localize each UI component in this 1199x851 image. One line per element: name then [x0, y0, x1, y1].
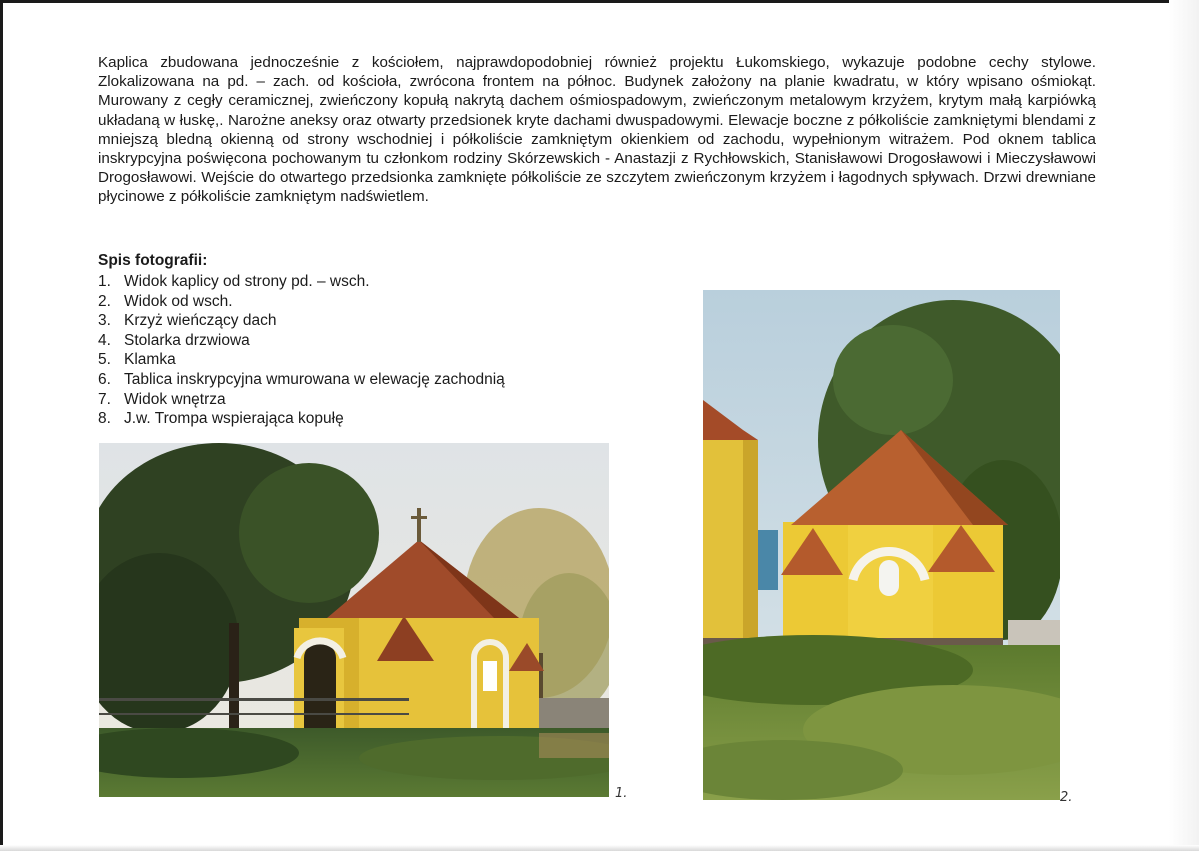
- list-item-number: 6.: [98, 370, 111, 388]
- photo-chapel-southeast: [99, 443, 609, 797]
- list-item-text: Klamka: [124, 351, 176, 369]
- list-item-text: Krzyż wieńczący dach: [124, 312, 277, 330]
- scan-border-left: [0, 0, 3, 851]
- list-item-number: 8.: [98, 410, 111, 428]
- list-item-text: J.w. Trompa wspierająca kopułę: [124, 410, 344, 428]
- description-paragraph: Kaplica zbudowana jednocześnie z kościołem, najprawdopodobniej również projektu Łukomskiego, wykazuje podobne cechy stylowe. Zlokalizowana na pd. – zach. od kościoła, zwrócona frontem na północ. Budynek założony na planie kwadratu, w który wpisano ośmiokąt. Murowany z cegły ceramicznej, zwieńczony kopułą nakrytą dachem ośmiospadowym, zwieńczonym metalowym krzyżem, krytym małą karpiówką układaną w łuskę,. Narożne aneksy oraz otwarty przedsionek kryte dachami dwuspadowymi. Elewacje boczne z półkoliście zamkniętymi blendami z mniejszą bledną okienną od strony wschodniej i półkoliście zamkniętym okienkiem od zachodu, wypełnionym witrażem. Pod oknem tablica inskrypcyjna poświęcona pochowanym tu członkom rodziny Skórzewskich - Anastazji z Rychłowskich, Stanisławowi Drogosławowi i Mieczysławowi Drogosławowi. Wejście do otwartego przedsionka zamknięte półkoliście ze szczytem zwieńczonym krzyżem i łagodnych spływach. Drzwi drewniane płycinowe z półkoliście zamkniętym nadświetlem.: [98, 54, 1096, 206]
- list-item: [98, 370, 505, 390]
- list-item-text: Widok kaplicy od strony pd. – wsch.: [124, 273, 370, 290]
- list-item-number: 7.: [98, 390, 111, 408]
- photo-1-caption: 1.: [615, 786, 628, 801]
- page-bottom-shadow: [0, 845, 1199, 851]
- photo-list: [98, 272, 505, 429]
- list-item-text: Widok wnętrza: [124, 390, 226, 408]
- photo-chapel-east-illustration: [703, 290, 1060, 800]
- list-item: [98, 331, 505, 351]
- list-item-number: 2.: [98, 292, 111, 310]
- photo-list-title: Spis fotografii:: [98, 252, 208, 269]
- list-item-text: Tablica inskrypcyjna wmurowana w elewację zachodnią: [124, 370, 505, 388]
- photo-2-caption: 2.: [1060, 790, 1073, 805]
- list-item: [98, 292, 505, 312]
- page-edge-shadow: [1169, 0, 1199, 851]
- list-item-number: 3.: [98, 312, 111, 330]
- list-item-text: Widok od wsch.: [124, 292, 233, 310]
- list-item-number: 5.: [98, 351, 111, 369]
- list-item: [98, 390, 505, 410]
- scan-border-top: [0, 0, 1199, 3]
- list-item-text: Stolarka drzwiowa: [124, 331, 250, 349]
- photo-chapel-southeast-illustration: [99, 443, 609, 797]
- list-item: [98, 272, 505, 292]
- list-item-number: 1.: [98, 273, 111, 290]
- list-item: [98, 311, 505, 331]
- list-item: [98, 409, 505, 429]
- photo-chapel-east: [703, 290, 1060, 800]
- list-item: [98, 350, 505, 370]
- list-item-number: 4.: [98, 331, 111, 349]
